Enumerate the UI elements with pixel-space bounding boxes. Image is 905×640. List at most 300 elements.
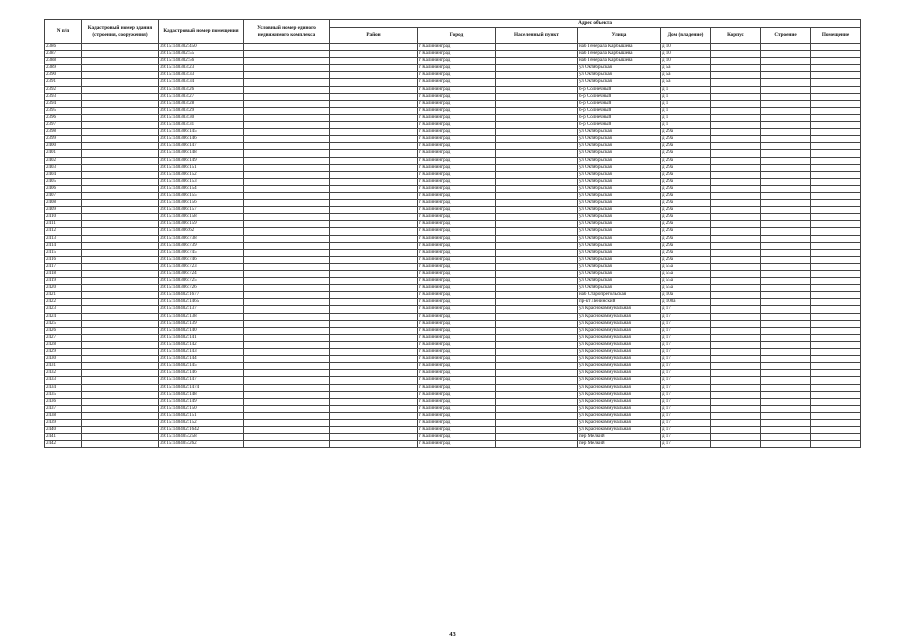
cell-structure (761, 356, 811, 363)
cell-cadastral-building (82, 370, 159, 377)
cell-settlement (496, 136, 578, 143)
cell-premises (811, 398, 861, 405)
cell-city: г Калининград (418, 164, 496, 171)
cell-num: 2431 (45, 363, 82, 370)
cell-cadastral-building (82, 278, 159, 285)
cell-house: д 55а (661, 271, 711, 278)
cell-building (711, 65, 761, 72)
cell-cadastral-building (82, 150, 159, 157)
cell-city: г Калининград (418, 391, 496, 398)
table-row (45, 434, 861, 441)
cell-conditional-number (244, 242, 330, 249)
cell-house: д 29а (661, 136, 711, 143)
cell-settlement (496, 100, 578, 107)
cell-settlement (496, 93, 578, 100)
cell-street: ул Краснокоммунальная (578, 306, 661, 313)
cell-cadastral-building (82, 271, 159, 278)
table-row (45, 79, 861, 86)
cell-building (711, 114, 761, 121)
cell-city: г Калининград (418, 44, 496, 51)
cell-district (330, 107, 418, 114)
cell-num: 2440 (45, 427, 82, 434)
cell-structure (761, 171, 811, 178)
cell-structure (761, 377, 811, 384)
cell-cadastral-building (82, 178, 159, 185)
cell-street: пер Мелкий (578, 441, 661, 448)
cell-district (330, 349, 418, 356)
cell-cadastral-premises: 39:15:140306:62 (159, 228, 244, 235)
cell-city: г Калининград (418, 263, 496, 270)
cell-premises (811, 107, 861, 114)
cell-house: д 1 (661, 86, 711, 93)
cell-street: ул Краснокоммунальная (578, 327, 661, 334)
cell-city: г Калининград (418, 122, 496, 129)
cell-cadastral-premises: 39:15:140402:1642 (159, 427, 244, 434)
cell-building (711, 171, 761, 178)
cell-street: ул Краснокоммунальная (578, 419, 661, 426)
cell-cadastral-building (82, 327, 159, 334)
cell-conditional-number (244, 320, 330, 327)
cell-city: г Калининград (418, 419, 496, 426)
table-row (45, 122, 861, 129)
cell-house: д 17 (661, 356, 711, 363)
cell-city: г Калининград (418, 86, 496, 93)
cell-house: д 17 (661, 313, 711, 320)
cell-premises (811, 363, 861, 370)
cell-cadastral-building (82, 363, 159, 370)
cell-house: д 1 (661, 122, 711, 129)
cell-district (330, 79, 418, 86)
cell-building (711, 72, 761, 79)
address-group-header: Адрес объекта (330, 20, 861, 28)
cell-settlement (496, 107, 578, 114)
cell-building (711, 207, 761, 214)
cell-settlement (496, 235, 578, 242)
cell-num: 2396 (45, 114, 82, 121)
cell-district (330, 178, 418, 185)
cell-premises (811, 192, 861, 199)
cell-cadastral-premises: 39:15:140303:33 (159, 72, 244, 79)
cell-district (330, 327, 418, 334)
cell-city: г Калининград (418, 320, 496, 327)
cell-building (711, 157, 761, 164)
cell-settlement (496, 214, 578, 221)
cell-house: д 17 (661, 419, 711, 426)
cell-city: г Калининград (418, 235, 496, 242)
table-row (45, 306, 861, 313)
cell-house: д 17 (661, 434, 711, 441)
cell-settlement (496, 72, 578, 79)
cell-conditional-number (244, 79, 330, 86)
cell-settlement (496, 285, 578, 292)
cell-city: г Калининград (418, 271, 496, 278)
cell-conditional-number (244, 419, 330, 426)
cell-settlement (496, 327, 578, 334)
cell-settlement (496, 228, 578, 235)
cell-street: ул Октябрьская (578, 214, 661, 221)
cell-premises (811, 185, 861, 192)
cell-structure (761, 271, 811, 278)
cell-conditional-number (244, 356, 330, 363)
cell-city: г Калининград (418, 377, 496, 384)
cell-premises (811, 370, 861, 377)
cell-premises (811, 143, 861, 150)
cell-conditional-number (244, 157, 330, 164)
cell-house: д 55а (661, 263, 711, 270)
cell-cadastral-premises: 39:15:140402:142 (159, 341, 244, 348)
cell-structure (761, 398, 811, 405)
cell-building (711, 150, 761, 157)
cell-num: 2425 (45, 320, 82, 327)
cell-city: г Калининград (418, 93, 496, 100)
cell-cadastral-premises: 39:15:140306:158 (159, 214, 244, 221)
cell-street: ул Краснокоммунальная (578, 341, 661, 348)
cell-conditional-number (244, 44, 330, 51)
cell-settlement (496, 143, 578, 150)
cell-house: д 17 (661, 377, 711, 384)
cell-building (711, 249, 761, 256)
cell-street: ул Октябрьская (578, 285, 661, 292)
table-row (45, 278, 861, 285)
cell-building (711, 349, 761, 356)
cell-house: д 17 (661, 441, 711, 448)
cell-settlement (496, 320, 578, 327)
cell-num: 2389 (45, 65, 82, 72)
cell-premises (811, 100, 861, 107)
cell-building (711, 377, 761, 384)
cell-cadastral-premises: 39:15:140306:146 (159, 136, 244, 143)
cell-house: д 17 (661, 341, 711, 348)
cell-cadastral-building (82, 419, 159, 426)
cell-building (711, 334, 761, 341)
cell-cadastral-building (82, 441, 159, 448)
cell-city: г Калининград (418, 363, 496, 370)
cell-premises (811, 164, 861, 171)
cell-cadastral-premises: 39:15:140402:144 (159, 356, 244, 363)
cell-premises (811, 114, 861, 121)
cell-conditional-number (244, 185, 330, 192)
cell-district (330, 356, 418, 363)
cell-district (330, 51, 418, 58)
cell-premises (811, 129, 861, 136)
cell-city: г Калининград (418, 398, 496, 405)
cell-cadastral-building (82, 185, 159, 192)
cell-cadastral-building (82, 58, 159, 65)
cell-conditional-number (244, 278, 330, 285)
cell-cadastral-premises: 39:15:140303:34 (159, 79, 244, 86)
cell-num: 2420 (45, 285, 82, 292)
cell-conditional-number (244, 150, 330, 157)
cell-structure (761, 72, 811, 79)
cell-house: д 17 (661, 405, 711, 412)
cell-cadastral-premises: 39:15:140405:262 (159, 441, 244, 448)
cell-house: д 29а (661, 129, 711, 136)
cell-street: ул Октябрьская (578, 249, 661, 256)
cell-premises (811, 228, 861, 235)
cell-cadastral-premises: 39:15:140302:55 (159, 51, 244, 58)
cell-cadastral-building (82, 200, 159, 207)
cell-structure (761, 143, 811, 150)
cell-house: д 17 (661, 363, 711, 370)
cell-structure (761, 150, 811, 157)
table-row (45, 292, 861, 299)
table-row (45, 157, 861, 164)
cell-cadastral-premises: 39:15:140303:28 (159, 100, 244, 107)
cell-house: д 17 (661, 370, 711, 377)
cell-premises (811, 150, 861, 157)
cell-cadastral-premises: 39:15:140402:151 (159, 412, 244, 419)
cell-structure (761, 292, 811, 299)
cell-num: 2394 (45, 100, 82, 107)
cell-cadastral-premises: 39:15:140402:146 (159, 370, 244, 377)
cell-settlement (496, 164, 578, 171)
cell-structure (761, 306, 811, 313)
cell-cadastral-premises: 39:15:140402:137 (159, 306, 244, 313)
cell-cadastral-building (82, 405, 159, 412)
cell-district (330, 136, 418, 143)
col-district-header: Район (330, 28, 418, 44)
cell-structure (761, 164, 811, 171)
cell-premises (811, 434, 861, 441)
cell-num: 2405 (45, 178, 82, 185)
cell-building (711, 136, 761, 143)
cell-street: ул Октябрьская (578, 200, 661, 207)
cell-city: г Калининград (418, 384, 496, 391)
cell-district (330, 419, 418, 426)
cell-building (711, 178, 761, 185)
cell-structure (761, 263, 811, 270)
cell-district (330, 72, 418, 79)
cell-structure (761, 242, 811, 249)
table-row (45, 419, 861, 426)
cell-building (711, 214, 761, 221)
cell-district (330, 427, 418, 434)
cell-num: 2429 (45, 349, 82, 356)
cell-conditional-number (244, 427, 330, 434)
table-row (45, 228, 861, 235)
cell-building (711, 221, 761, 228)
cell-cadastral-premises: 39:15:140306:724 (159, 271, 244, 278)
cell-premises (811, 221, 861, 228)
col-house-header: Дом (владение) (661, 28, 711, 44)
cell-street: ул Краснокоммунальная (578, 405, 661, 412)
cell-num: 2423 (45, 306, 82, 313)
cell-building (711, 384, 761, 391)
cell-conditional-number (244, 164, 330, 171)
cell-num: 2392 (45, 86, 82, 93)
cell-structure (761, 320, 811, 327)
cell-conditional-number (244, 58, 330, 65)
cell-building (711, 292, 761, 299)
cell-cadastral-premises: 39:15:140303:26 (159, 86, 244, 93)
cell-structure (761, 285, 811, 292)
cell-street: ул Краснокоммунальная (578, 384, 661, 391)
cell-building (711, 263, 761, 270)
cell-street: ул Краснокоммунальная (578, 363, 661, 370)
cell-building (711, 242, 761, 249)
cell-building (711, 129, 761, 136)
table-row (45, 214, 861, 221)
cell-cadastral-premises: 39:15:140306:725 (159, 278, 244, 285)
cell-city: г Калининград (418, 405, 496, 412)
cell-settlement (496, 263, 578, 270)
table-row (45, 107, 861, 114)
cell-district (330, 200, 418, 207)
table-row (45, 313, 861, 320)
cell-cadastral-building (82, 136, 159, 143)
cell-premises (811, 171, 861, 178)
table-row (45, 263, 861, 270)
table-row (45, 384, 861, 391)
cell-cadastral-building (82, 129, 159, 136)
cell-district (330, 86, 418, 93)
cell-structure (761, 136, 811, 143)
cell-num: 2390 (45, 72, 82, 79)
cell-settlement (496, 79, 578, 86)
cell-house: д 29а (661, 157, 711, 164)
registry-sheet (44, 19, 860, 448)
table-row (45, 349, 861, 356)
cell-district (330, 122, 418, 129)
table-row (45, 320, 861, 327)
cell-city: г Калининград (418, 334, 496, 341)
cell-num: 2406 (45, 185, 82, 192)
cell-cadastral-building (82, 44, 159, 51)
cell-house: д 29а (661, 143, 711, 150)
cell-structure (761, 441, 811, 448)
cell-cadastral-premises: 39:15:140303:23 (159, 65, 244, 72)
cell-cadastral-premises: 39:15:140402:1474 (159, 384, 244, 391)
cell-street: ул Краснокоммунальная (578, 356, 661, 363)
cell-conditional-number (244, 256, 330, 263)
cell-cadastral-building (82, 320, 159, 327)
cell-district (330, 100, 418, 107)
cell-num: 2410 (45, 214, 82, 221)
cell-street: наб Старопрегольская (578, 292, 661, 299)
cell-conditional-number (244, 200, 330, 207)
col-city-header: Город (418, 28, 496, 44)
cell-district (330, 334, 418, 341)
cell-cadastral-building (82, 242, 159, 249)
cell-cadastral-premises: 39:15:140402:147 (159, 377, 244, 384)
table-row (45, 192, 861, 199)
cell-cadastral-premises: 39:15:140402:138 (159, 313, 244, 320)
cell-settlement (496, 391, 578, 398)
table-row (45, 136, 861, 143)
cell-street: ул Октябрьская (578, 256, 661, 263)
cell-conditional-number (244, 192, 330, 199)
cell-street: ул Октябрьская (578, 207, 661, 214)
cell-building (711, 79, 761, 86)
cell-house: д 29а (661, 235, 711, 242)
cell-structure (761, 185, 811, 192)
table-row (45, 363, 861, 370)
cell-house: д 1 (661, 100, 711, 107)
table-row (45, 249, 861, 256)
cell-cadastral-premises: 39:15:140402:145 (159, 363, 244, 370)
cell-settlement (496, 44, 578, 51)
cell-cadastral-premises: 39:15:140402:1465 (159, 299, 244, 306)
cell-district (330, 384, 418, 391)
cell-settlement (496, 363, 578, 370)
table-row (45, 242, 861, 249)
cell-city: г Калининград (418, 370, 496, 377)
cell-premises (811, 313, 861, 320)
cell-building (711, 192, 761, 199)
cell-house: д 29а (661, 228, 711, 235)
cell-conditional-number (244, 313, 330, 320)
cell-city: г Калининград (418, 114, 496, 121)
cell-settlement (496, 341, 578, 348)
cell-district (330, 263, 418, 270)
cell-structure (761, 214, 811, 221)
cell-city: г Калининград (418, 143, 496, 150)
cell-building (711, 299, 761, 306)
cell-structure (761, 341, 811, 348)
cell-structure (761, 327, 811, 334)
cell-premises (811, 249, 861, 256)
cell-street: ул Краснокоммунальная (578, 412, 661, 419)
cell-street: ул Октябрьская (578, 192, 661, 199)
cell-premises (811, 349, 861, 356)
cell-structure (761, 79, 811, 86)
cell-building (711, 441, 761, 448)
cell-conditional-number (244, 107, 330, 114)
cell-district (330, 320, 418, 327)
cell-num: 2422 (45, 299, 82, 306)
cell-house: д 17 (661, 349, 711, 356)
cell-num: 2403 (45, 164, 82, 171)
cell-premises (811, 263, 861, 270)
cell-district (330, 271, 418, 278)
cell-house: д 29а (661, 207, 711, 214)
cell-house: д 55а (661, 285, 711, 292)
cell-district (330, 313, 418, 320)
cell-num: 2432 (45, 370, 82, 377)
cell-house: д 29а (661, 214, 711, 221)
cell-cadastral-premises: 39:15:140306:152 (159, 171, 244, 178)
cell-house: д 10 (661, 44, 711, 51)
table-body (45, 44, 861, 448)
cell-settlement (496, 313, 578, 320)
cell-cadastral-premises: 39:15:140306:745 (159, 249, 244, 256)
cell-num: 2407 (45, 192, 82, 199)
table-row (45, 150, 861, 157)
cell-building (711, 107, 761, 114)
cell-conditional-number (244, 72, 330, 79)
cell-conditional-number (244, 363, 330, 370)
cell-house: д 29а (661, 242, 711, 249)
cell-street: ул Краснокоммунальная (578, 398, 661, 405)
cell-building (711, 122, 761, 129)
cell-cadastral-premises: 39:15:140306:151 (159, 164, 244, 171)
cell-city: г Калининград (418, 185, 496, 192)
cell-settlement (496, 334, 578, 341)
cell-house: д 17 (661, 334, 711, 341)
cell-premises (811, 178, 861, 185)
cell-premises (811, 419, 861, 426)
table-row (45, 185, 861, 192)
cell-city: г Калининград (418, 299, 496, 306)
cell-city: г Калининград (418, 65, 496, 72)
cell-street: ул Краснокоммунальная (578, 313, 661, 320)
cell-cadastral-premises: 39:15:140402:148 (159, 391, 244, 398)
cell-premises (811, 299, 861, 306)
cell-structure (761, 405, 811, 412)
cell-settlement (496, 427, 578, 434)
cell-street: б-р Солнечный (578, 107, 661, 114)
cell-structure (761, 107, 811, 114)
